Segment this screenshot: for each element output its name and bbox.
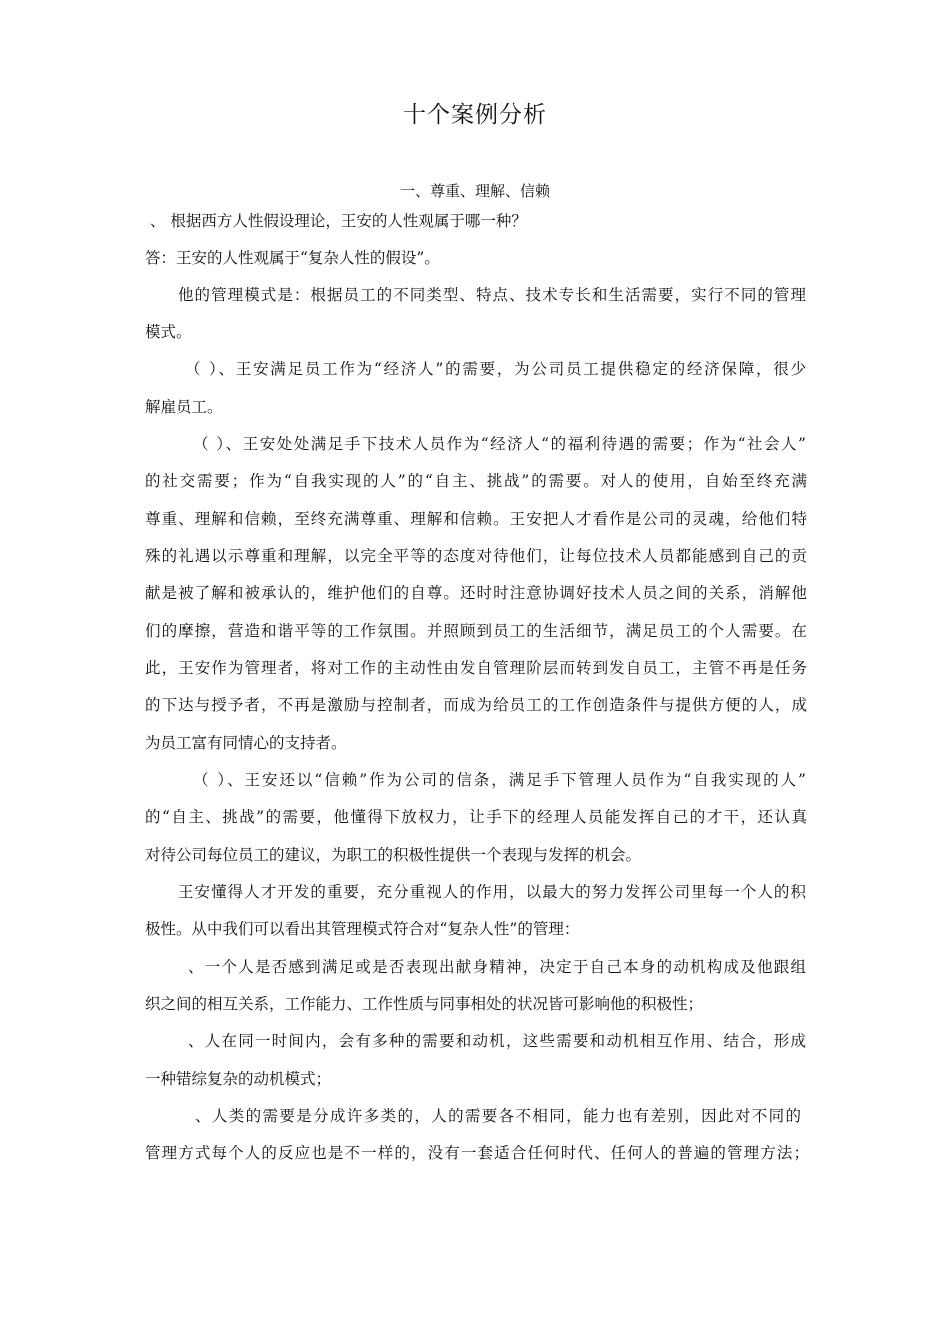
paragraph-line: 此，王安作为管理者，将对工作的主动性由发自管理阶层而转到发自员工，主管不再是任务 bbox=[145, 659, 807, 677]
list-item-line: 、人在同一时间内，会有多种的需要和动机，这些需要和动机相互作用、结合，形成 bbox=[188, 1032, 806, 1050]
paragraph-line: 王安懂得人才开发的重要，充分重视人的作用，以最大的努力发挥公司里每一个人的积 bbox=[178, 883, 806, 901]
paragraph-line: 殊的礼遇以示尊重和理解，以完全平等的态度对待他们，让每位技术人员都能感到自己的贡 bbox=[145, 547, 807, 565]
section-heading: 一、尊重、理解、信赖 bbox=[399, 182, 550, 200]
paragraph-line: 极性。从中我们可以看出其管理模式符合对“复杂人性”的管理： bbox=[145, 920, 580, 938]
paragraph-line: 尊重、理解和信赖，至终充满尊重、理解和信赖。王安把人才看作是公司的灵魂，给他们特 bbox=[145, 510, 807, 528]
list-item-line: 、一个人是否感到满足或是否表现出献身精神，决定于自己本身的动机构成及他跟组 bbox=[188, 958, 806, 976]
paragraph-line: 解雇员工。 bbox=[145, 398, 223, 416]
answer-line: 答：王安的人性观属于“复杂人性的假设”。 bbox=[145, 249, 440, 267]
question-line: 、 根据西方人性假设理论，王安的人性观属于哪一种？ bbox=[150, 212, 527, 230]
paragraph-line: （ ）、王安满足员工作为“经济人”的需要，为公司员工提供稳定的经济保障，很少 bbox=[185, 360, 806, 378]
paragraph-line: （ ）、王安处处满足手下技术人员作为“经济人“的福利待遇的需要；作为“社会人” bbox=[193, 435, 806, 453]
paragraph-line: 的“自主、挑战”的需要，他懂得下放权力，让手下的经理人员能发挥自己的才干，还认真 bbox=[145, 808, 807, 826]
paragraph-line: （ ）、王安还以“信赖”作为公司的信条，满足手下管理人员作为“自我实现的人” bbox=[193, 771, 806, 789]
paragraph-line: 的社交需要；作为“自我实现的人”的“自主、挑战”的需要。对人的使用，自始至终充满 bbox=[145, 472, 807, 490]
list-item-line: 一种错综复杂的动机模式； bbox=[145, 1070, 332, 1088]
list-item-line: 织之间的相互关系，工作能力、工作性质与同事相处的状况皆可影响他的积极性； bbox=[145, 995, 704, 1013]
paragraph-line: 的下达与授予者，不再是激励与控制者，而成为给员工的工作创造条件与提供方便的人，成 bbox=[145, 696, 807, 714]
document-title: 十个案例分析 bbox=[403, 102, 547, 128]
paragraph-line: 模式。 bbox=[145, 323, 192, 341]
paragraph-line: 们的摩擦，营造和谐平等的工作氛围。并照顾到员工的生活细节，满足员工的个人需要。在 bbox=[145, 622, 807, 640]
paragraph-line: 献是被了解和被承认的，维护他们的自尊。还时时注意协调好技术人员之间的关系，消解他 bbox=[145, 584, 807, 602]
paragraph-line: 他的管理模式是：根据员工的不同类型、特点、技术专长和生活需要，实行不同的管理 bbox=[178, 286, 806, 304]
list-item-line: 管理方式每个人的反应也是不一样的，没有一套适合任何时代、任何人的普遍的管理方法； bbox=[145, 1144, 809, 1162]
paragraph-line: 对待公司每位员工的建议，为职工的积极性提供一个表现与发挥的机会。 bbox=[145, 846, 642, 864]
paragraph-line: 为员工富有同情心的支持者。 bbox=[145, 734, 347, 752]
list-item-line: 、人类的需要是分成许多类的，人的需要各不相同，能力也有差别，因此对不同的 bbox=[195, 1107, 801, 1125]
